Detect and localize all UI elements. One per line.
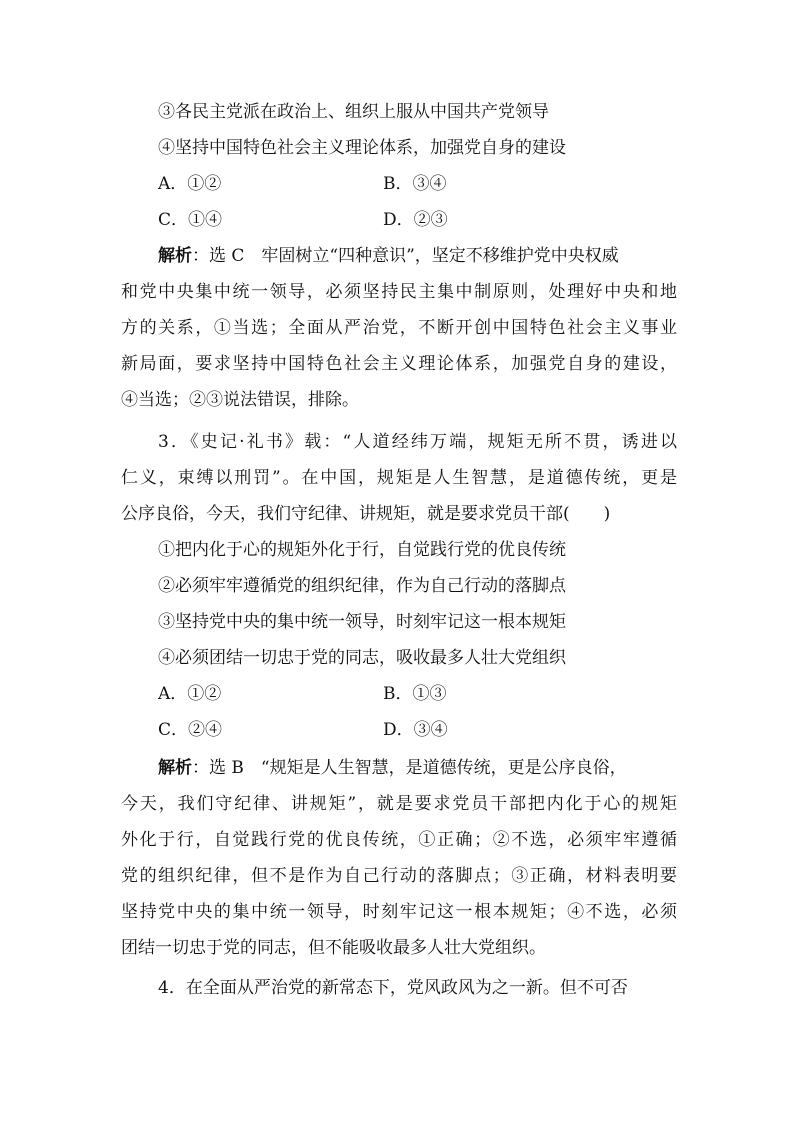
q3-stem-line-1: 3．《史记·礼书》载：“人道经纬万端，规矩无所不贯，诱进以 xyxy=(158,432,677,452)
q2-analysis-line-5: ④当选；②③说法错误，排除。 xyxy=(121,390,359,410)
q2-option-c: C．①④ xyxy=(158,210,223,230)
q2-statement-4: ④坚持中国特色社会主义理论体系，加强党自身的建设 xyxy=(158,138,566,158)
q3-option-c: C．②④ xyxy=(158,720,223,740)
q2-option-b: B．③④ xyxy=(383,174,447,194)
q3-option-b: B．①③ xyxy=(383,684,447,704)
q3-analysis-line-6: 团结一切忠于党的同志，但不能吸收最多人壮大党组织。 xyxy=(121,938,546,958)
q3-option-d: D．③④ xyxy=(383,720,448,740)
q3-stem-line-3: 公序良俗，今天，我们守纪律、讲规矩，就是要求党员干部( ) xyxy=(121,504,611,524)
q3-statement-1: ①把内化于心的规矩外化于行，自觉践行党的优良传统 xyxy=(158,540,566,560)
q2-analysis-line-2: 和党中央集中统一领导，必须坚持民主集中制原则，处理好中央和地 xyxy=(121,282,677,302)
q3-analysis-line-2: 今天，我们守纪律、讲规矩”，就是要求党员干部把内化于心的规矩 xyxy=(121,794,677,814)
q3-option-a: A．①② xyxy=(158,684,222,704)
q3-statement-2: ②必须牢牢遵循党的组织纪律，作为自己行动的落脚点 xyxy=(158,576,566,596)
q2-statement-3: ③各民主党派在政治上、组织上服从中国共产党领导 xyxy=(158,102,549,122)
q3-statement-3: ③坚持党中央的集中统一领导，时刻牢记这一根本规矩 xyxy=(158,612,566,632)
q3-statement-4: ④必须团结一切忠于党的同志，吸收最多人壮大党组织 xyxy=(158,648,566,668)
q3-analysis-line-5: 坚持党中央的集中统一领导，时刻牢记这一根本规矩；④不选，必须 xyxy=(121,902,677,922)
q3-analysis-line-1: 解析：选 B “规矩是人生智慧，是道德传统，更是公序良俗， xyxy=(158,758,627,778)
q3-stem-line-2: 仁义，束缚以刑罚”。在中国，规矩是人生智慧，是道德传统，更是 xyxy=(121,468,677,488)
q4-stem-line-1: 4．在全面从严治党的新常态下，党风政风为之一新。但不可否 xyxy=(158,978,628,998)
q2-option-d: D．②③ xyxy=(383,210,448,230)
q2-analysis-line-4: 新局面，要求坚持中国特色社会主义理论体系，加强党自身的建设， xyxy=(121,354,677,374)
q3-analysis-line-4: 党的组织纪律，但不是作为自己行动的落脚点；③正确，材料表明要 xyxy=(121,866,677,886)
q2-analysis-line-3: 方的关系，①当选；全面从严治党，不断开创中国特色社会主义事业 xyxy=(121,318,677,338)
q2-option-a: A．①② xyxy=(158,174,222,194)
q2-analysis-label: 解析 xyxy=(158,246,192,266)
q3-analysis-line-3: 外化于行，自觉践行党的优良传统，①正确；②不选，必须牢牢遵循 xyxy=(121,830,677,850)
q2-analysis-line-1: 解析：选 C 牢固树立“四种意识”，坚定不移维护党中央权威 xyxy=(158,246,619,266)
q3-analysis-label: 解析 xyxy=(158,758,192,778)
